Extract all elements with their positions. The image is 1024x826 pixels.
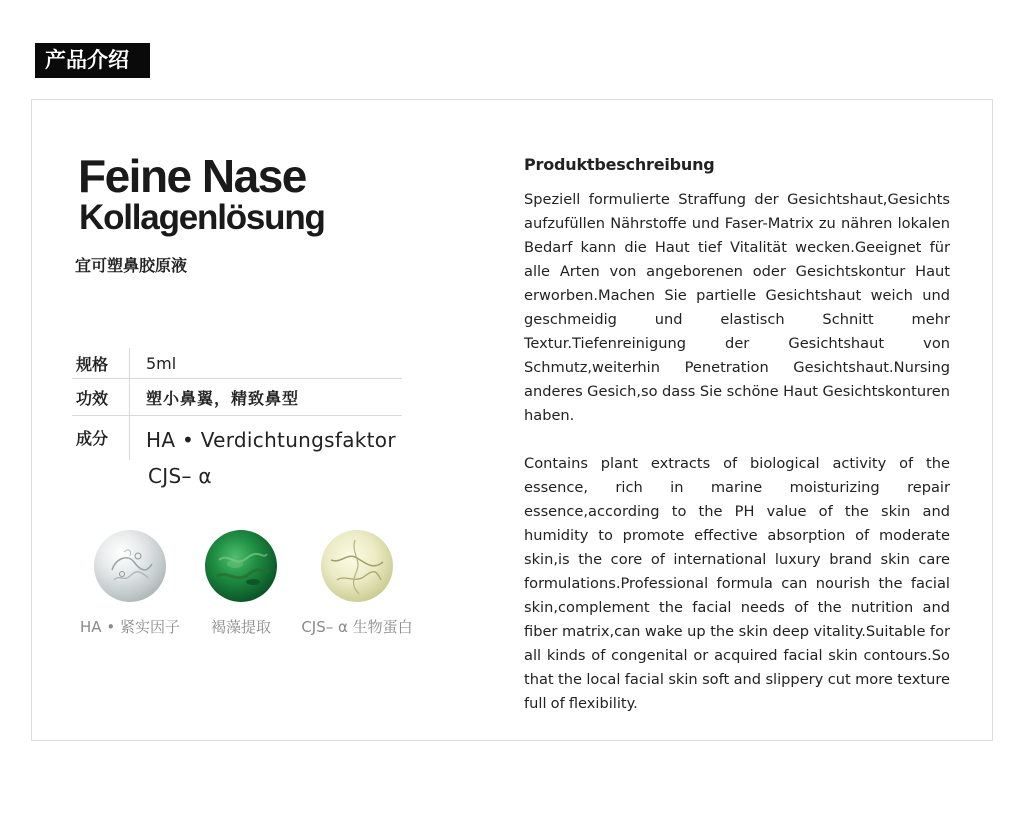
spec-label-size: 规格: [72, 348, 130, 378]
ingredient-item-cjs: [291, 530, 423, 637]
spec-value-ingredients: [130, 416, 396, 496]
product-description: [524, 155, 950, 740]
spec-row-effect: [72, 379, 402, 416]
spec-value-size: 5ml: [146, 353, 177, 373]
spec-label-ingredients: 成分: [72, 416, 130, 460]
ingredient-item-algae: [193, 530, 289, 637]
silver-sphere-icon: [94, 530, 166, 602]
product-title: Feine Nase: [78, 150, 306, 202]
ingredient-label-cjs: CJS– α 生物蛋白: [301, 618, 413, 636]
spec-row-size: [72, 348, 402, 379]
description-heading: Produktbeschreibung: [524, 155, 715, 174]
spec-label-effect: 功效: [72, 379, 130, 415]
ingredient-line-1: HA • Verdichtungsfaktor: [146, 428, 396, 452]
section-tag: 产品介绍: [35, 43, 150, 78]
spec-row-ingredients: [72, 416, 402, 496]
brown-algae-sphere-icon: [205, 530, 277, 602]
description-german: Speziell formulierte Straffung der Gesichtshaut,Gesichts aufzufüllen Nährstoffe und Faser-Matrix zu nähren lokalen Bedarf kann die Haut tief Vitalität wecken.Geeignet für alle Arten von angeborenen oder Gesichtskontur Haut erworben.Machen Sie partielle Gesichtshaut weich und geschmeidig und elastisch Schnitt mehr Textur.Tiefenreinigung der Gesichtshaut von Schmutz,weiterhin Penetration Gesichtshaut.Nursing anderes Gesich,so dass Sie schöne Haut Gesichtskonturen haben.: [524, 191, 950, 424]
product-title-chinese: 宜可塑鼻胶原液: [75, 256, 188, 275]
bio-protein-sphere-icon: [321, 530, 393, 602]
description-english: Contains plant extracts of biological activity of the essence, rich in marine moisturizing repair essence,according to the PH value of the skin and humidity to promote effective absorption of moderate skin,is the core of international luxury brand skin care formulations.Professional formula can nourish the facial skin,complement the facial needs of the nutrition and fiber matrix,can wake up the skin deep vitality.Suitable for all kinds of congenital or acquired facial skin contours.So that the local facial skin soft and slippery cut more texture full of flexibility.: [524, 455, 950, 712]
ingredient-images: [80, 530, 430, 640]
product-subtitle: Kollagenlösung: [79, 198, 325, 237]
spec-value-effect: 塑小鼻翼，精致鼻型: [146, 388, 300, 408]
ingredient-label-algae: 褐藻提取: [210, 618, 271, 636]
ingredient-line-2: CJS– α: [148, 464, 212, 488]
ingredient-label-ha: HA • 紧实因子: [80, 618, 180, 636]
ingredient-item-ha: [80, 530, 180, 637]
spec-table: [72, 348, 402, 496]
